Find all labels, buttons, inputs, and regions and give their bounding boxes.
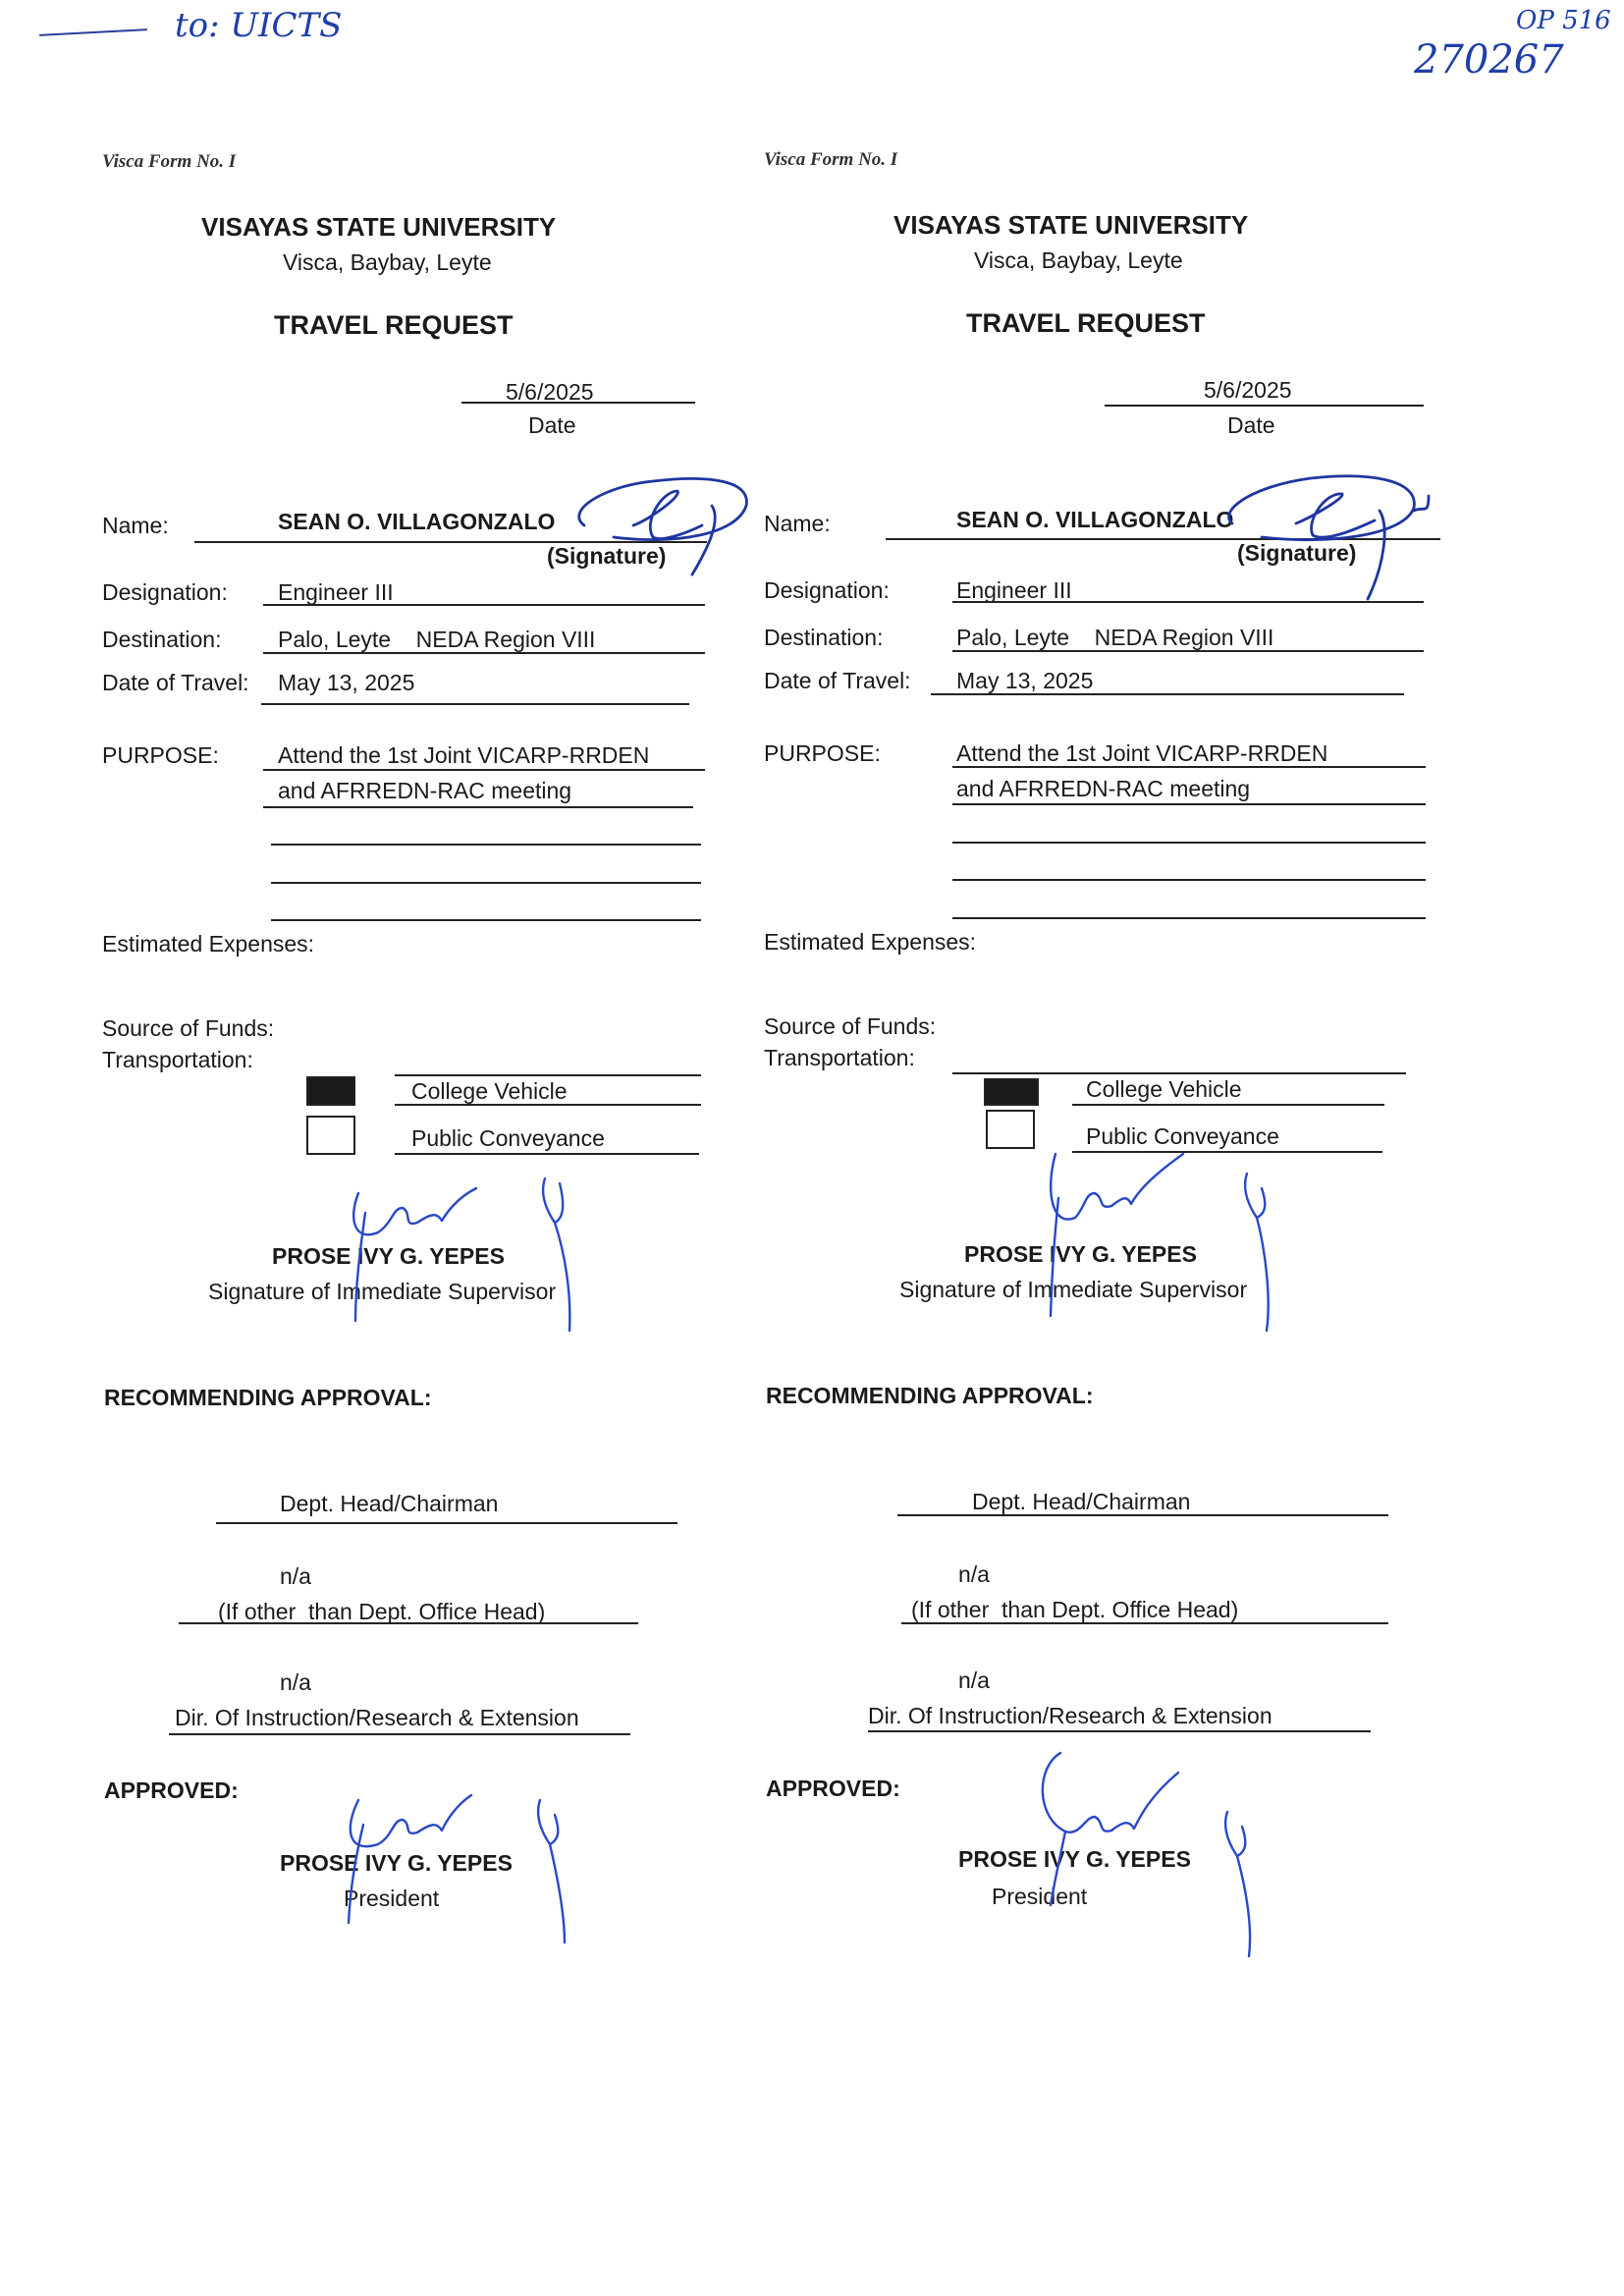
director-label: Dir. Of Instruction/Research & Extension [868,1703,1272,1728]
date-of-travel-line [261,703,689,705]
university-address: Visca, Baybay, Leyte [283,249,492,275]
requester-signature [545,466,761,579]
form-title: TRAVEL REQUEST [274,310,514,340]
estimated-expenses-label: Estimated Expenses: [764,929,977,955]
source-of-funds-label: Source of Funds: [764,1013,937,1039]
president-signature [1021,1748,1276,1959]
purpose-rule-1 [263,769,705,771]
purpose-rule-4 [952,879,1426,881]
date-label: Date [1227,412,1275,438]
college-vehicle-checkbox[interactable] [984,1078,1039,1106]
form-number: Visca Form No. I [764,149,898,170]
destination-value: Palo, Leyte NEDA Region VIII [956,625,1274,650]
director-value: n/a [280,1669,311,1695]
date-of-travel-label: Date of Travel: [764,668,911,693]
dept-head-label: Dept. Head/Chairman [972,1489,1191,1514]
purpose-label: PURPOSE: [764,740,881,766]
director-value: n/a [958,1667,990,1693]
college-vehicle-label: College Vehicle [1086,1076,1242,1102]
destination-value: Palo, Leyte NEDA Region VIII [278,627,596,652]
college-vehicle-line [1072,1104,1384,1106]
date-of-travel-value: May 13, 2025 [956,668,1094,693]
destination-label: Destination: [764,625,884,650]
routing-note: to: UICTS [175,6,343,45]
designation-value: Engineer III [956,577,1072,603]
public-conveyance-label: Public Conveyance [1086,1123,1279,1149]
purpose-rule-4 [271,882,701,884]
purpose-rule-5 [271,919,701,921]
date-value: 5/6/2025 [1204,377,1292,403]
dept-head-line [216,1522,677,1524]
date-value: 5/6/2025 [506,379,594,405]
name-label: Name: [102,513,169,538]
designation-line [263,604,705,606]
president-signature [339,1776,584,1947]
dept-head-label: Dept. Head/Chairman [280,1491,499,1516]
other-head-value: n/a [958,1561,990,1587]
date-of-travel-line [931,693,1404,695]
public-conveyance-checkbox[interactable] [986,1110,1035,1149]
university-name: VISAYAS STATE UNIVERSITY [893,210,1249,240]
form-title: TRAVEL REQUEST [966,308,1206,338]
approved-label: APPROVED: [766,1776,900,1801]
recommending-approval-label: RECOMMENDING APPROVAL: [766,1383,1094,1408]
supervisor-label: Signature of Immediate Supervisor [899,1277,1248,1302]
purpose-rule-5 [952,917,1426,919]
signature-label: (Signature) [547,543,667,569]
date-line [461,402,695,404]
purpose-line-2: and AFRREDN-RAC meeting [956,776,1251,801]
university-name: VISAYAS STATE UNIVERSITY [201,212,557,242]
public-conveyance-label: Public Conveyance [411,1125,605,1151]
other-head-label: (If other than Dept. Office Head) [218,1599,546,1624]
date-of-travel-label: Date of Travel: [102,670,249,695]
destination-line [263,652,705,654]
purpose-rule-3 [271,844,701,846]
transportation-line [952,1072,1406,1074]
name-value: SEAN O. VILLAGONZALO [278,509,556,534]
transportation-label: Transportation: [764,1045,915,1070]
other-head-label: (If other than Dept. Office Head) [911,1597,1239,1622]
op-number: OP 516 [1516,6,1611,35]
supervisor-name: PROSE IVY G. YEPES [964,1241,1197,1267]
control-number: 270267 [1414,37,1564,82]
other-head-line [179,1622,638,1624]
designation-value: Engineer III [278,579,394,605]
name-value: SEAN O. VILLAGONZALO [956,507,1234,532]
purpose-label: PURPOSE: [102,742,219,768]
other-head-line [901,1622,1388,1624]
public-conveyance-line [395,1153,699,1155]
supervisor-label: Signature of Immediate Supervisor [208,1279,557,1304]
purpose-line-1: Attend the 1st Joint VICARP-RRDEN [278,742,650,768]
requester-signature [1203,466,1448,604]
form-number: Visca Form No. I [102,151,237,172]
designation-label: Designation: [102,579,228,605]
transportation-label: Transportation: [102,1047,253,1072]
purpose-rule-2 [952,803,1426,805]
dept-head-line [897,1514,1388,1516]
college-vehicle-label: College Vehicle [411,1078,568,1104]
president-label: President [344,1886,440,1911]
supervisor-signature [1041,1149,1306,1336]
source-of-funds-label: Source of Funds: [102,1015,275,1041]
purpose-line-2: and AFRREDN-RAC meeting [278,778,572,803]
director-label: Dir. Of Instruction/Research & Extension [175,1705,579,1730]
purpose-rule-2 [263,806,693,808]
purpose-rule-1 [952,766,1426,768]
recommending-approval-label: RECOMMENDING APPROVAL: [104,1385,432,1410]
transport-top-line [395,1074,701,1076]
president-label: President [992,1884,1088,1909]
date-of-travel-value: May 13, 2025 [278,670,415,695]
college-vehicle-checkbox[interactable] [306,1076,355,1106]
president-name: PROSE IVY G. YEPES [280,1850,513,1876]
supervisor-name: PROSE IVY G. YEPES [272,1243,505,1269]
public-conveyance-checkbox[interactable] [306,1116,355,1155]
designation-label: Designation: [764,577,890,603]
director-line [169,1733,630,1735]
president-name: PROSE IVY G. YEPES [958,1846,1191,1872]
date-label: Date [528,412,576,438]
university-address: Visca, Baybay, Leyte [974,247,1183,273]
signature-label: (Signature) [1237,540,1357,566]
college-vehicle-line [395,1104,701,1106]
other-head-value: n/a [280,1563,311,1589]
routing-stroke [39,28,147,36]
name-label: Name: [764,511,831,536]
approved-label: APPROVED: [104,1777,239,1803]
director-line [868,1730,1371,1732]
estimated-expenses-label: Estimated Expenses: [102,931,315,957]
date-line [1105,405,1424,407]
destination-line [952,650,1424,652]
purpose-line-1: Attend the 1st Joint VICARP-RRDEN [956,740,1328,766]
supervisor-signature [344,1174,589,1331]
purpose-rule-3 [952,842,1426,844]
destination-label: Destination: [102,627,222,652]
